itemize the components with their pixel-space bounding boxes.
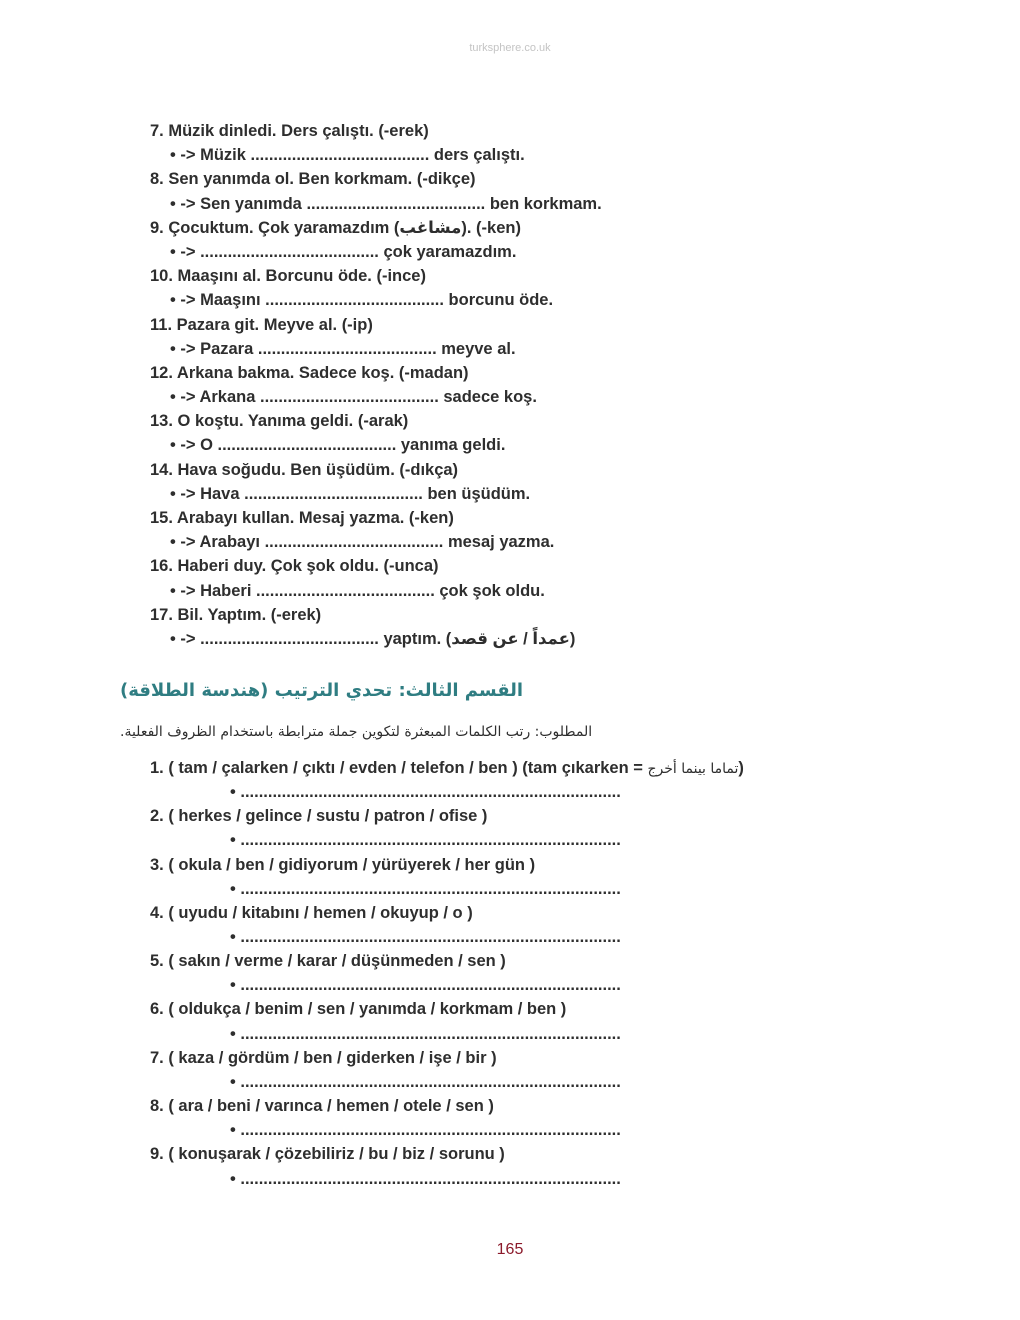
question-text: 7. ( kaza / gördüm / ben / giderken / işe / bir )	[150, 1048, 497, 1067]
exercise-prompt: 8. Sen yanımda ol. Ben korkmam. (-dikçe)	[150, 170, 476, 189]
exercise-prompt: 14. Hava soğudu. Ben üşüdüm. (-dıkça)	[150, 460, 459, 479]
answer-line: • ...................................................................................	[230, 928, 621, 947]
exercise-answer: • -> Haberi ....................................... çok şok oldu.	[170, 581, 545, 600]
question-text: 5. ( sakın / verme / karar / düşünmeden / sen )	[150, 952, 506, 971]
question-text: 2. ( herkes / gelince / sustu / patron / ofise )	[150, 807, 488, 826]
answer-line: • ...................................................................................	[230, 1024, 621, 1043]
answer-line: • ...................................................................................	[230, 831, 621, 850]
question-item	[150, 901, 950, 949]
answer-line: • ...................................................................................	[230, 1121, 621, 1140]
exercise-list	[150, 119, 910, 651]
exercise-answer: • -> Pazara ....................................... meyve al.	[170, 339, 516, 358]
question-close: )	[738, 759, 744, 777]
page-number: 165	[496, 1241, 524, 1258]
question-text: 4. ( uyudu / kitabını / hemen / okuyup / o )	[150, 903, 473, 922]
question-note: تماما بينما أخرج	[647, 761, 739, 777]
question-words: 1. ( tam / çalarken / çıktı / evden / telefon / ben ) (tam çıkarken =	[150, 759, 648, 777]
exercise-answer: • -> ....................................... çok yaramazdım.	[170, 242, 517, 261]
exercise-prompt: 17. Bil. Yaptım. (-erek)	[150, 605, 322, 624]
answer-line: • ...................................................................................	[230, 1169, 621, 1188]
exercise-prompt: 16. Haberi duy. Çok şok oldu. (-unca)	[150, 557, 439, 576]
exercise-prompt: 11. Pazara git. Meyve al. (-ip)	[150, 315, 373, 334]
answer-line: • ...................................................................................	[230, 783, 621, 802]
section-instructions: المطلوب: رتب الكلمات المبعثرة لتكوين جملة مترابطة باستخدام الظروف الفعلية.	[120, 724, 593, 740]
exercise-answer: • -> Arabayı ....................................... mesaj yazma.	[170, 533, 555, 552]
exercise-prompt: 13. O koştu. Yanıma geldi. (-arak)	[150, 412, 409, 431]
question-text: 3. ( okula / ben / gidiyorum / yürüyerek / her gün )	[150, 855, 536, 874]
exercise-answer: • -> Arkana ....................................... sadece koş.	[170, 388, 537, 407]
exercise-prompt: 10. Maaşını al. Borcunu öde. (-ince)	[150, 267, 426, 286]
watermark: turksphere.co.uk	[469, 42, 551, 54]
question-text: 9. ( konuşarak / çözebiliriz / bu / biz / sorunu )	[150, 1145, 505, 1164]
question-item	[150, 756, 950, 804]
question-text: 8. ( ara / beni / varınca / hemen / otele / sen )	[150, 1097, 494, 1116]
question-item	[150, 853, 950, 901]
exercise-prompt: 12. Arkana bakma. Sadece koş. (-madan)	[150, 363, 469, 382]
exercise-prompt: 7. Müzik dinledi. Ders çalıştı. (-erek)	[150, 122, 429, 140]
answer-line: • ...................................................................................	[230, 976, 621, 995]
question-item	[150, 1142, 950, 1190]
section-title: القسم الثالث: تحدي الترتيب (هندسة الطلاقة)	[120, 680, 524, 701]
exercise-answer: • -> O ....................................... yanıma geldi.	[170, 436, 506, 455]
question-list	[150, 756, 950, 1191]
answer-line: • ...................................................................................	[230, 1072, 621, 1091]
exercise-answer: • -> Sen yanımda ....................................... ben korkmam.	[170, 194, 602, 213]
answer-line: • ...................................................................................	[230, 879, 621, 898]
question-item	[150, 1094, 950, 1142]
exercise-answer: • -> Müzik ....................................... ders çalıştı.	[170, 146, 525, 165]
question-item	[150, 804, 950, 852]
exercise-answer: • -> Maaşını ....................................... borcunu öde.	[170, 291, 554, 310]
question-item	[150, 997, 950, 1045]
exercise-prompt: 15. Arabayı kullan. Mesaj yazma. (-ken)	[150, 509, 454, 527]
question-text: 6. ( oldukça / benim / sen / yanımda / korkmam / ben )	[150, 1000, 567, 1019]
exercise-answer: • -> Hava ....................................... ben üşüdüm.	[170, 484, 531, 503]
exercise-answer: • -> ....................................... yaptım. (عمداً / عن قصد)	[170, 629, 576, 648]
question-item	[150, 1046, 950, 1094]
question-text	[150, 756, 950, 780]
question-item	[150, 949, 950, 997]
exercise-prompt: 9. Çocuktum. Çok yaramazdım (مشاغب). (-ken)	[150, 218, 521, 237]
